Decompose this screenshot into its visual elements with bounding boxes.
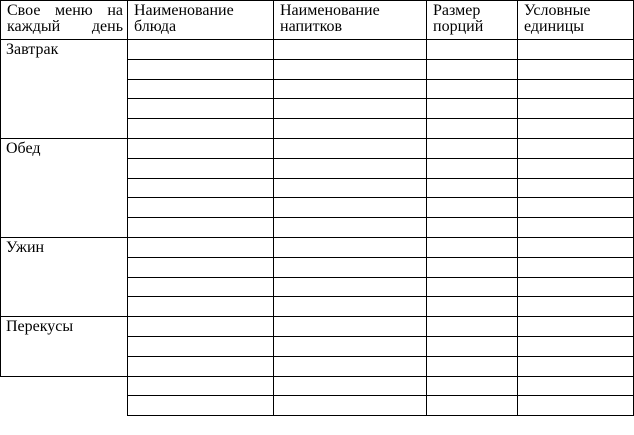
header-conditional-units-line2: единицы bbox=[524, 18, 585, 35]
entry-cell[interactable] bbox=[128, 257, 274, 277]
entry-cell[interactable] bbox=[274, 218, 427, 238]
header-menu-per-day bbox=[1, 1, 128, 40]
table-row bbox=[1, 317, 634, 337]
entry-cell[interactable] bbox=[128, 317, 274, 337]
entry-cell[interactable] bbox=[518, 257, 634, 277]
header-dish-name-line2: блюда bbox=[134, 18, 177, 35]
header-row bbox=[1, 1, 634, 40]
entry-cell[interactable] bbox=[128, 237, 274, 257]
entry-cell[interactable] bbox=[128, 297, 274, 317]
entry-cell[interactable] bbox=[518, 59, 634, 79]
entry-cell[interactable] bbox=[518, 158, 634, 178]
entry-cell[interactable] bbox=[427, 297, 518, 317]
entry-cell[interactable] bbox=[518, 40, 634, 60]
entry-cell[interactable] bbox=[427, 178, 518, 198]
entry-cell[interactable] bbox=[274, 178, 427, 198]
entry-cell[interactable] bbox=[427, 40, 518, 60]
entry-cell[interactable] bbox=[128, 119, 274, 139]
entry-cell[interactable] bbox=[427, 218, 518, 238]
meal-label: Ужин bbox=[1, 237, 128, 316]
entry-cell[interactable] bbox=[274, 317, 427, 337]
entry-cell[interactable] bbox=[518, 356, 634, 376]
entry-cell[interactable] bbox=[274, 119, 427, 139]
entry-cell[interactable] bbox=[427, 376, 518, 396]
entry-cell[interactable] bbox=[427, 317, 518, 337]
entry-cell[interactable] bbox=[128, 356, 274, 376]
meal-label: Завтрак bbox=[1, 40, 128, 139]
entry-cell[interactable] bbox=[128, 40, 274, 60]
entry-cell[interactable] bbox=[518, 138, 634, 158]
entry-cell[interactable] bbox=[518, 99, 634, 119]
entry-cell[interactable] bbox=[128, 396, 274, 416]
entry-cell[interactable] bbox=[274, 376, 427, 396]
entry-cell[interactable] bbox=[274, 336, 427, 356]
meal-label: Обед bbox=[1, 138, 128, 237]
entry-cell[interactable] bbox=[128, 218, 274, 238]
header-dish-name bbox=[128, 1, 274, 40]
entry-cell[interactable] bbox=[518, 119, 634, 139]
entry-cell[interactable] bbox=[427, 237, 518, 257]
header-portion-size bbox=[427, 1, 518, 40]
entry-cell[interactable] bbox=[128, 99, 274, 119]
entry-cell[interactable] bbox=[427, 198, 518, 218]
entry-cell[interactable] bbox=[518, 396, 634, 416]
entry-cell[interactable] bbox=[274, 99, 427, 119]
entry-cell[interactable] bbox=[274, 257, 427, 277]
entry-cell[interactable] bbox=[518, 376, 634, 396]
entry-cell[interactable] bbox=[427, 336, 518, 356]
entry-cell[interactable] bbox=[128, 376, 274, 396]
entry-cell[interactable] bbox=[128, 178, 274, 198]
entry-cell[interactable] bbox=[128, 277, 274, 297]
entry-cell[interactable] bbox=[427, 79, 518, 99]
entry-cell[interactable] bbox=[274, 237, 427, 257]
header-menu-per-day-line2: каждый день bbox=[7, 18, 123, 35]
entry-cell[interactable] bbox=[427, 396, 518, 416]
entry-cell[interactable] bbox=[128, 59, 274, 79]
entry-cell[interactable] bbox=[518, 317, 634, 337]
meal-label: Перекусы bbox=[1, 317, 128, 376]
entry-cell[interactable] bbox=[274, 158, 427, 178]
entry-cell[interactable] bbox=[427, 158, 518, 178]
entry-cell[interactable] bbox=[274, 297, 427, 317]
header-dish-name-line1: Наименование bbox=[134, 2, 234, 19]
table-row bbox=[1, 40, 634, 60]
entry-cell[interactable] bbox=[274, 59, 427, 79]
entry-cell[interactable] bbox=[274, 277, 427, 297]
entry-cell[interactable] bbox=[274, 40, 427, 60]
entry-cell[interactable] bbox=[427, 277, 518, 297]
entry-cell[interactable] bbox=[427, 99, 518, 119]
entry-cell[interactable] bbox=[128, 158, 274, 178]
entry-cell[interactable] bbox=[274, 356, 427, 376]
entry-cell[interactable] bbox=[518, 178, 634, 198]
entry-cell[interactable] bbox=[518, 237, 634, 257]
entry-cell[interactable] bbox=[427, 138, 518, 158]
header-drink-name-line1: Наименование bbox=[280, 2, 380, 19]
entry-cell[interactable] bbox=[518, 336, 634, 356]
entry-cell[interactable] bbox=[518, 218, 634, 238]
entry-cell[interactable] bbox=[274, 198, 427, 218]
entry-cell[interactable] bbox=[128, 138, 274, 158]
entry-cell[interactable] bbox=[128, 336, 274, 356]
entry-cell[interactable] bbox=[518, 297, 634, 317]
header-drink-name-line2: напитков bbox=[280, 18, 343, 35]
entry-cell[interactable] bbox=[518, 79, 634, 99]
entry-cell[interactable] bbox=[274, 396, 427, 416]
entry-cell[interactable] bbox=[274, 138, 427, 158]
entry-cell[interactable] bbox=[518, 277, 634, 297]
header-conditional-units-line1: Условные bbox=[524, 2, 591, 19]
header-portion-size-line1: Размер bbox=[433, 2, 481, 19]
table-row bbox=[1, 237, 634, 257]
entry-cell[interactable] bbox=[518, 198, 634, 218]
entry-cell[interactable] bbox=[274, 79, 427, 99]
entry-cell[interactable] bbox=[427, 257, 518, 277]
meal-label bbox=[1, 376, 128, 416]
header-drink-name bbox=[274, 1, 427, 40]
entry-cell[interactable] bbox=[427, 59, 518, 79]
entry-cell[interactable] bbox=[128, 198, 274, 218]
entry-cell[interactable] bbox=[427, 356, 518, 376]
header-conditional-units bbox=[518, 1, 634, 40]
header-menu-per-day-line1: Свое меню на bbox=[7, 2, 123, 19]
table-row bbox=[1, 376, 634, 396]
entry-cell[interactable] bbox=[128, 79, 274, 99]
table-row bbox=[1, 138, 634, 158]
entry-cell[interactable] bbox=[427, 119, 518, 139]
header-portion-size-line2: порций bbox=[433, 18, 484, 35]
